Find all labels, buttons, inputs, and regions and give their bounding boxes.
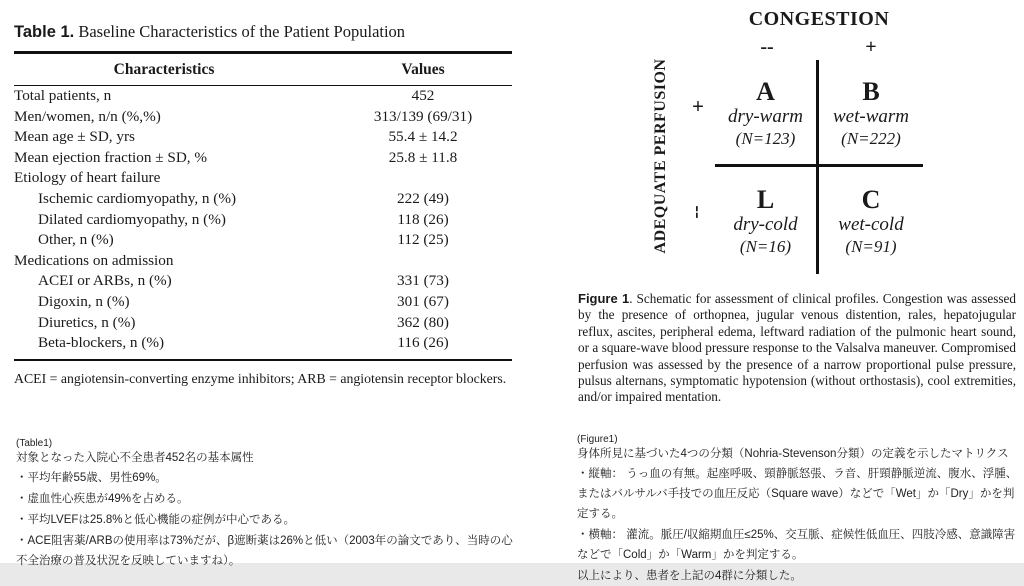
table-1-block (14, 22, 512, 387)
row-value: 25.8 ± 11.8 (388, 148, 458, 166)
quadrant-grid (715, 60, 923, 274)
row-value: 452 (411, 87, 435, 104)
row-label: Mean ejection fraction ± SD, % (14, 148, 208, 166)
table-row (14, 313, 512, 334)
table-title-text: Baseline Characteristics of the Patient Population (78, 22, 406, 41)
quadrant-letter: A (756, 76, 775, 106)
figure-1-matrix (645, 4, 945, 286)
notes-table1-heading: 対象となった入院心不全患者452名の基本属性 (16, 452, 254, 464)
row-value: 362 (80) (397, 313, 449, 331)
quadrant-letter: L (756, 185, 775, 214)
table-row (14, 230, 512, 251)
table-section-row (14, 168, 512, 189)
figure-caption (578, 291, 1016, 406)
x-axis-title: CONGESTION (748, 8, 890, 30)
table-title (14, 22, 512, 42)
row-value: 116 (26) (397, 334, 449, 352)
table-section-row (14, 251, 512, 272)
figure-caption-text: . Schematic for assessment of clinical profiles. Congestion was assessed by the presence of orthopnea, jugular venous distention, rales, hepatojugular reflux, ascites, peripheral edema, leftward radiation of the pulmonic heart sound, or a square-wave blood pressure response to the Valsalva maneuver. Compromised perfusion was assessed by the presence of a narrow proportional pulse pressure, pulsus alternans, symptomatic hypotension (without orthostasis), cool extremities, and/or impaired mentation. (578, 291, 1016, 405)
table-row (14, 271, 512, 292)
row-value: 112 (25) (397, 231, 449, 249)
quadrant-b (819, 60, 923, 167)
y-axis-positive-sign: + (692, 94, 704, 118)
quadrant-profile: dry-cold (733, 214, 798, 235)
note-bullet: ・縦軸： うっ血の有無。起座呼吸、頸静脈怒張、ラ音、肝頸静脈逆流、腹水、浮腫、またはバルサルバ手技での血圧反応（Square wave）などで「Wet」か「Dry」かを判定する。 (577, 468, 1018, 520)
notes-figure1-tag: (Figure1) (577, 434, 618, 445)
row-label: ACEI or ARBs, n (%) (38, 272, 172, 290)
quadrant-n: (N=91) (845, 237, 897, 256)
quadrant-letter: C (861, 185, 881, 214)
note-bullet: ・虚血性心疾患が49%を占める。 (16, 493, 189, 505)
x-axis-signs (715, 36, 923, 59)
y-axis-negative-sign: -- (687, 205, 709, 219)
row-value (334, 168, 512, 189)
row-label: Other, n (%) (38, 231, 114, 249)
table-row (14, 148, 512, 169)
quadrant-a (715, 60, 819, 167)
table-header-row (14, 54, 512, 86)
row-label: Ischemic cardiomyopathy, n (%) (38, 189, 237, 207)
row-value: 331 (73) (397, 272, 449, 290)
note-bullet: 以上により、患者を上記の4群に分類した。 (577, 570, 802, 582)
table-row (14, 210, 512, 231)
figure-caption-label: Figure 1 (578, 291, 630, 306)
note-bullet: ・ACE阻害薬/ARBの使用率は73%だが、β遮断薬は26%と低い（2003年の論文であり、当時の心不全治療の普及状況を反映していますね）。 (16, 535, 513, 567)
notes-table1-tag: (Table1) (16, 438, 53, 449)
quadrant-letter: B (862, 76, 880, 106)
row-value: 118 (26) (397, 210, 449, 228)
note-bullet: ・平均年齢55歳、男性69%。 (16, 472, 167, 484)
quadrant-profile: dry-warm (728, 105, 803, 127)
table-row (14, 333, 512, 354)
quadrant-c (819, 167, 923, 274)
quadrant-l (715, 167, 819, 274)
table-row (14, 189, 512, 210)
row-label: Men/women, n/n (%,%) (14, 107, 161, 125)
notes-figure1-heading: 身体所見に基づいた4つの分類（Nohria-Stevenson分類）の定義を示したマトリクス (577, 448, 1009, 460)
row-label: Dilated cardiomyopathy, n (%) (38, 210, 226, 228)
table-row (14, 292, 512, 313)
column-header-characteristics: Characteristics (113, 61, 215, 78)
table-footnote: ACEI = angiotensin-converting enzyme inhibitors; ARB = angiotensin receptor blockers. (14, 370, 507, 386)
quadrant-n: (N=222) (841, 128, 901, 148)
table (14, 51, 512, 361)
y-axis-title: ADEQUATE PERFUSION (652, 58, 669, 254)
note-bullet: ・平均LVEFは25.8%と低心機能の症例が中心である。 (16, 514, 296, 526)
quadrant-n: (N=123) (735, 128, 796, 148)
row-label: Etiology of heart failure (14, 169, 161, 187)
row-label: Diuretics, n (%) (38, 313, 136, 331)
column-header-values: Values (401, 61, 445, 78)
quadrant-profile: wet-warm (833, 105, 909, 127)
row-value: 313/139 (69/31) (373, 107, 473, 125)
row-label: Mean age ± SD, yrs (14, 128, 135, 146)
x-axis-positive-sign: + (865, 36, 877, 58)
x-axis-negative-sign: -- (760, 36, 774, 58)
row-label: Beta-blockers, n (%) (38, 334, 165, 352)
table-row (14, 107, 512, 128)
row-value: 222 (49) (397, 189, 449, 207)
quadrant-profile: wet-cold (838, 214, 904, 235)
quadrant-n: (N=16) (739, 237, 792, 256)
notes-table1 (16, 437, 518, 571)
table-row (14, 127, 512, 148)
row-label: Medications on admission (14, 251, 174, 269)
note-bullet: ・横軸： 灌流。脈圧/収縮期血圧≤25%、交互脈、症候性低血圧、四肢冷感、意識障害などで「Cold」か「Warm」かを判定する。 (577, 529, 1016, 561)
row-value: 301 (67) (397, 292, 449, 310)
row-value: 55.4 ± 14.2 (388, 128, 458, 146)
table-label: Table 1. (14, 23, 75, 41)
row-label: Digoxin, n (%) (38, 292, 130, 310)
table-row (14, 86, 512, 107)
row-label: Total patients, n (14, 87, 112, 104)
notes-figure1 (577, 433, 1020, 586)
row-value (334, 251, 512, 272)
